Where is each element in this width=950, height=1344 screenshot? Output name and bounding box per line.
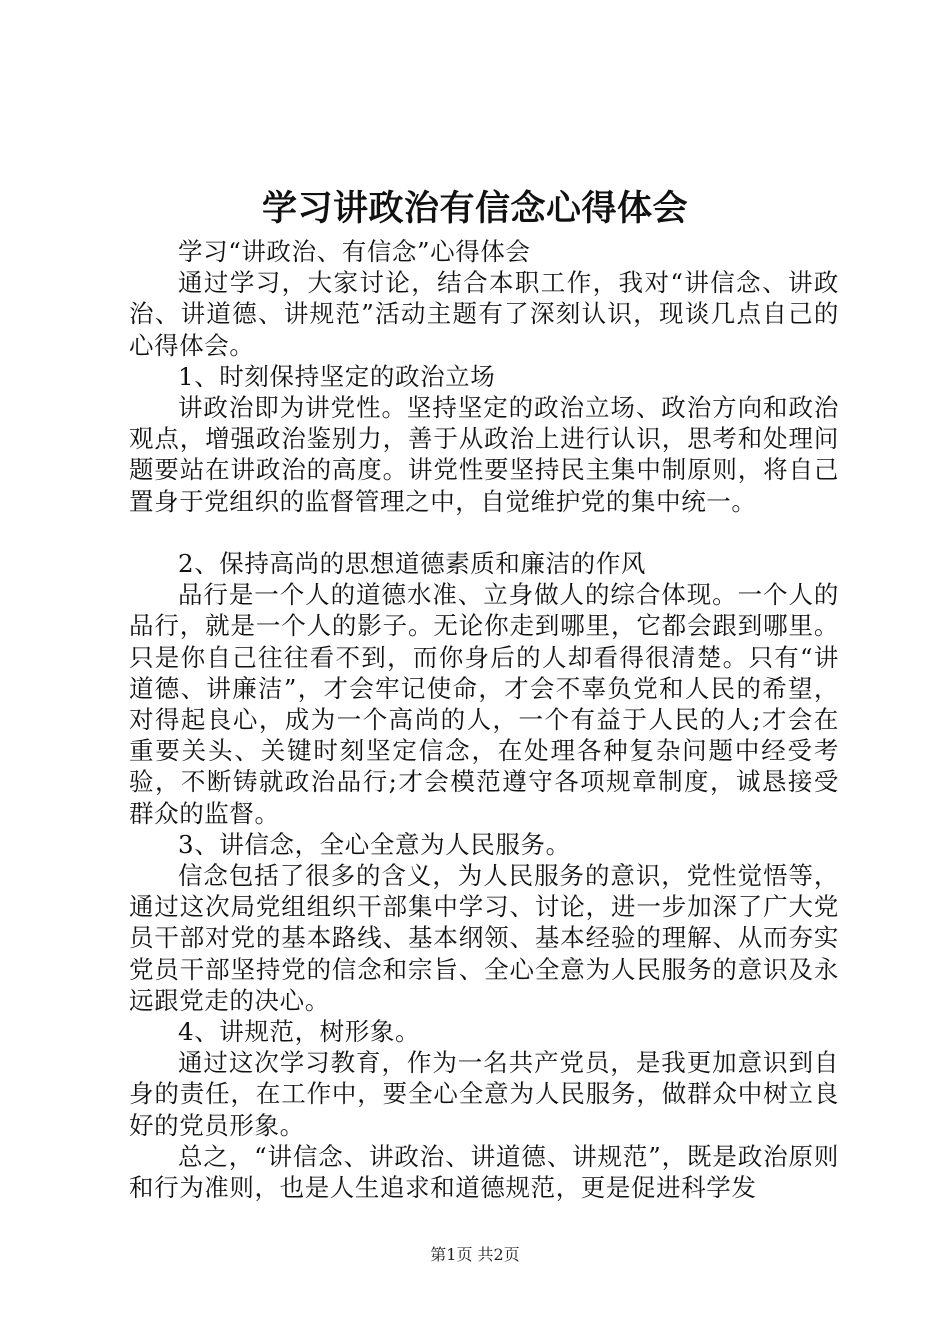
- section-heading-4: 4、讲规范，树形象。: [178, 1017, 421, 1047]
- page-number-footer: 第1页 共2页: [430, 1245, 520, 1264]
- section-heading-3: 3、讲信念，全心全意为人民服务。: [178, 829, 571, 859]
- section-heading-1: 1、时刻保持坚定的政治立场: [178, 361, 496, 391]
- subtitle-paragraph: 学习“讲政治、有信念”心得体会: [178, 237, 531, 266]
- document-title: 学习讲政治有信念心得体会: [261, 188, 688, 229]
- section-paragraph-2: 品行是一个人的道德水准、立身做人的综合体现。一个人的品行，就是一个人的影子。无论你走到哪里，它都会跟到哪里。只是你自己往往看不到，而你身后的人却看得很清楚。只有“讲道德、讲廉洁”，才会牢记使命，才会不辜负党和人民的希望，对得起良心，成为一个高尚的人，一个有益于人民的人;才会在重要关头、关键时刻坚定信念，在处理各种复杂问题中经受考验，不断铸就政治品行;才会模范遵守各项规章制度，诚恳接受群众的监督。: [129, 580, 839, 828]
- conclusion-paragraph: 总之，“讲信念、讲政治、讲道德、讲规范”，既是政治原则和行为准则，也是人生追求和道德规范，更是促进科学发: [129, 1141, 839, 1203]
- intro-paragraph: 通过学习，大家讨论，结合本职工作，我对“讲信念、讲政治、讲道德、讲规范”活动主题有了深刻认识，现谈几点自己的心得体会。: [129, 268, 839, 360]
- section-paragraph-1: 讲政治即为讲党性。坚持坚定的政治立场、政治方向和政治观点，增强政治鉴别力，善于从政治上进行认识，思考和处理问题要站在讲政治的高度。讲党性要坚持民主集中制原则，将自己置身于党组织的监督管理之中，自觉维护党的集中统一。: [129, 393, 839, 516]
- section-heading-2: 2、保持高尚的思想道德素质和廉洁的作风: [178, 549, 646, 579]
- section-paragraph-4: 通过这次学习教育，作为一名共产党员，是我更加意识到自身的责任，在工作中，要全心全意为人民服务，做群众中树立良好的党员形象。: [129, 1048, 839, 1140]
- section-paragraph-3: 信念包括了很多的含义，为人民服务的意识，党性觉悟等，通过这次局党组组织干部集中学习、讨论，进一步加深了广大党员干部对党的基本路线、基本纲领、基本经验的理解、从而夯实党员干部坚持党的信念和宗旨、全心全意为人民服务的意识及永远跟党走的决心。: [129, 861, 839, 1015]
- document-body: [129, 236, 839, 1203]
